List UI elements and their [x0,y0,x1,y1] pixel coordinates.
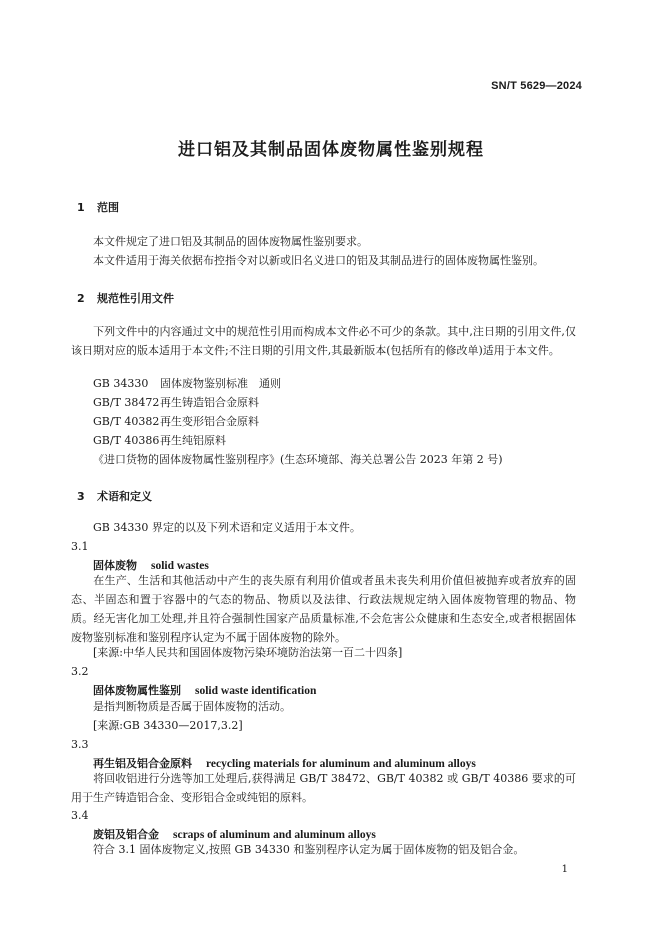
term-definition [71,571,576,647]
term-en: solid wastes [151,560,209,572]
section-title: 术语和定义 [97,490,152,503]
reference-title: 再生铸造铝合金原料 [160,396,259,409]
term-number: 3.4 [71,809,89,822]
term-zh: 固体废物属性鉴别 [93,684,181,697]
term-definition [71,769,576,807]
term-definition-text: 在生产、生活和其他活动中产生的丧失原有利用价值或者虽未丧失利用价值但被抛弃或者放弃的固态、半固态和置于容器中的气态的物品、物质以及法律、行政法规规定纳入固体废物管理的物品、物质。经无害化加工处理,并且符合强制性国家产品质量标准,不会危害公众健康和生态安全,或者根据固体废物鉴别标准和鉴别程序认定为不属于固体废物的除外。 [71,574,576,644]
term-source: [来源:中华人民共和国固体废物污染环境防治法第一百二十四条] [93,646,403,659]
reference-code: GB 34330 [93,377,149,390]
term-number: 3.3 [71,738,89,751]
reference-row [93,431,226,450]
reference-title: 再生纯铝原料 [160,434,226,447]
term-definition: 是指判断物质是否属于固体废物的活动。 [93,700,291,713]
section-title: 规范性引用文件 [97,292,174,305]
term-en: recycling materials for aluminum and aluminum alloys [206,758,476,770]
section-2-intro [71,322,576,360]
section-3-heading [77,488,152,504]
term-heading [93,682,316,698]
term-zh: 固体废物 [93,559,137,572]
document-title: 进口铝及其制品固体废物属性鉴别规程 [178,140,484,160]
term-zh: 废铝及铝合金 [93,828,159,841]
term-number: 3.2 [71,665,89,678]
reference-row [93,412,259,431]
section-1-para-1: 本文件规定了进口铝及其制品的固体废物属性鉴别要求。 [93,235,368,248]
reference-code: GB/T 40382 [93,415,160,428]
section-3-intro: GB 34330 界定的以及下列术语和定义适用于本文件。 [93,521,361,534]
reference-extra: 《进口货物的固体废物属性鉴别程序》(生态环境部、海关总署公告 2023 年第 2 号) [93,453,503,466]
reference-title: 再生变形铝合金原料 [160,415,259,428]
section-2-heading [77,290,174,306]
section-1-heading [77,199,119,215]
term-number: 3.1 [71,540,89,553]
reference-code: GB/T 40386 [93,434,160,447]
term-en: solid waste identification [195,685,317,697]
section-number: 3 [77,490,85,503]
term-definition-text: 将回收铝进行分选等加工处理后,获得满足 GB/T 38472、GB/T 40382 或 GB/T 40386 要求的可用于生产铸造铝合金、变形铝合金或纯铝的原料。 [71,772,576,804]
term-definition: 符合 3.1 固体废物定义,按照 GB 34330 和鉴别程序认定为属于固体废物的铝及铝合金。 [93,843,525,856]
reference-row [93,393,259,412]
page-number: 1 [561,864,568,875]
term-en: scraps of aluminum and aluminum alloys [173,829,376,841]
reference-title: 固体废物鉴别标准 通则 [160,377,281,390]
section-2-intro-text: 下列文件中的内容通过文中的规范性引用而构成本文件必不可少的条款。其中,注日期的引用文件,仅该日期对应的版本适用于本文件;不注日期的引用文件,其最新版本(包括所有的修改单)适用于本文件。 [71,325,576,357]
section-number: 1 [77,201,85,214]
section-number: 2 [77,292,85,305]
term-zh: 再生铝及铝合金原料 [93,757,192,770]
term-source: [来源:GB 34330—2017,3.2] [93,719,243,732]
section-title: 范围 [97,201,119,214]
standard-number: SN/T 5629—2024 [491,80,582,92]
reference-row [93,374,281,393]
section-1-para-2: 本文件适用于海关依据布控指令对以新或旧名义进口的铝及其制品进行的固体废物属性鉴别。 [93,254,544,267]
reference-code: GB/T 38472 [93,396,160,409]
